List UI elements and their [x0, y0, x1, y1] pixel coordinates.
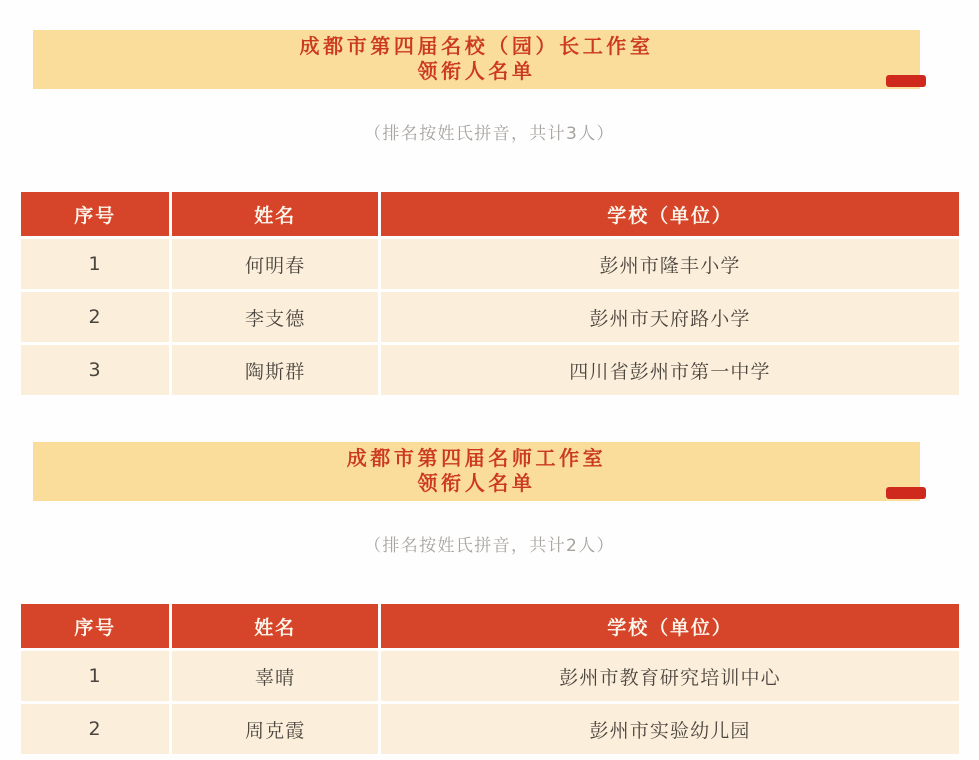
section-teacher-workshop: [0, 442, 979, 757]
table-header-cell: 序号: [21, 192, 169, 236]
ranking-note: （排名按姓氏拼音，共计3人）: [364, 124, 615, 144]
table-cell: 李支德: [172, 292, 378, 342]
table-cell: 辜晴: [172, 651, 378, 701]
banner-title: [33, 446, 920, 496]
table-cell: 彭州市天府路小学: [381, 292, 959, 342]
table-cell: 2: [21, 704, 169, 754]
table-header-cell: 姓名: [172, 192, 378, 236]
section-principal-workshop: [0, 30, 979, 398]
table-row: [21, 239, 959, 289]
table-cell: 彭州市教育研究培训中心: [381, 651, 959, 701]
table-cell: 彭州市实验幼儿园: [381, 704, 959, 754]
table-cell: 2: [21, 292, 169, 342]
banner-title-line2: 领衔人名单: [417, 59, 536, 83]
table-header-cell: 姓名: [172, 604, 378, 648]
table-cell: 1: [21, 239, 169, 289]
principal-roster-table: [18, 189, 962, 398]
banner-title-line1: 成都市第四届名校（园）长工作室: [299, 34, 654, 58]
table-header-cell: 序号: [21, 604, 169, 648]
table-cell: 周克霞: [172, 704, 378, 754]
teacher-roster-table-wrap: [18, 601, 962, 757]
table-cell: 陶斯群: [172, 345, 378, 395]
table-row: [21, 651, 959, 701]
banner-title: [33, 34, 920, 84]
banner-teacher-workshop: [33, 442, 920, 501]
banner-title-line2: 领衔人名单: [417, 471, 536, 495]
table-cell: 何明春: [172, 239, 378, 289]
ranking-note: （排名按姓氏拼音，共计2人）: [364, 536, 615, 556]
table-header-cell: 学校（单位）: [381, 604, 959, 648]
principal-roster-table-wrap: [18, 189, 962, 398]
table-header-cell: 学校（单位）: [381, 192, 959, 236]
table-header-row: [21, 604, 959, 648]
table-row: [21, 704, 959, 754]
red-dash-icon: [886, 487, 926, 499]
teacher-roster-table: [18, 601, 962, 757]
table-cell: 1: [21, 651, 169, 701]
table-cell: 四川省彭州市第一中学: [381, 345, 959, 395]
table-row: [21, 292, 959, 342]
table-cell: 彭州市隆丰小学: [381, 239, 959, 289]
red-dash-icon: [886, 75, 926, 87]
table-row: [21, 345, 959, 395]
table-header-row: [21, 192, 959, 236]
banner-title-line1: 成都市第四届名师工作室: [346, 446, 607, 470]
banner-principal-workshop: [33, 30, 920, 89]
table-cell: 3: [21, 345, 169, 395]
